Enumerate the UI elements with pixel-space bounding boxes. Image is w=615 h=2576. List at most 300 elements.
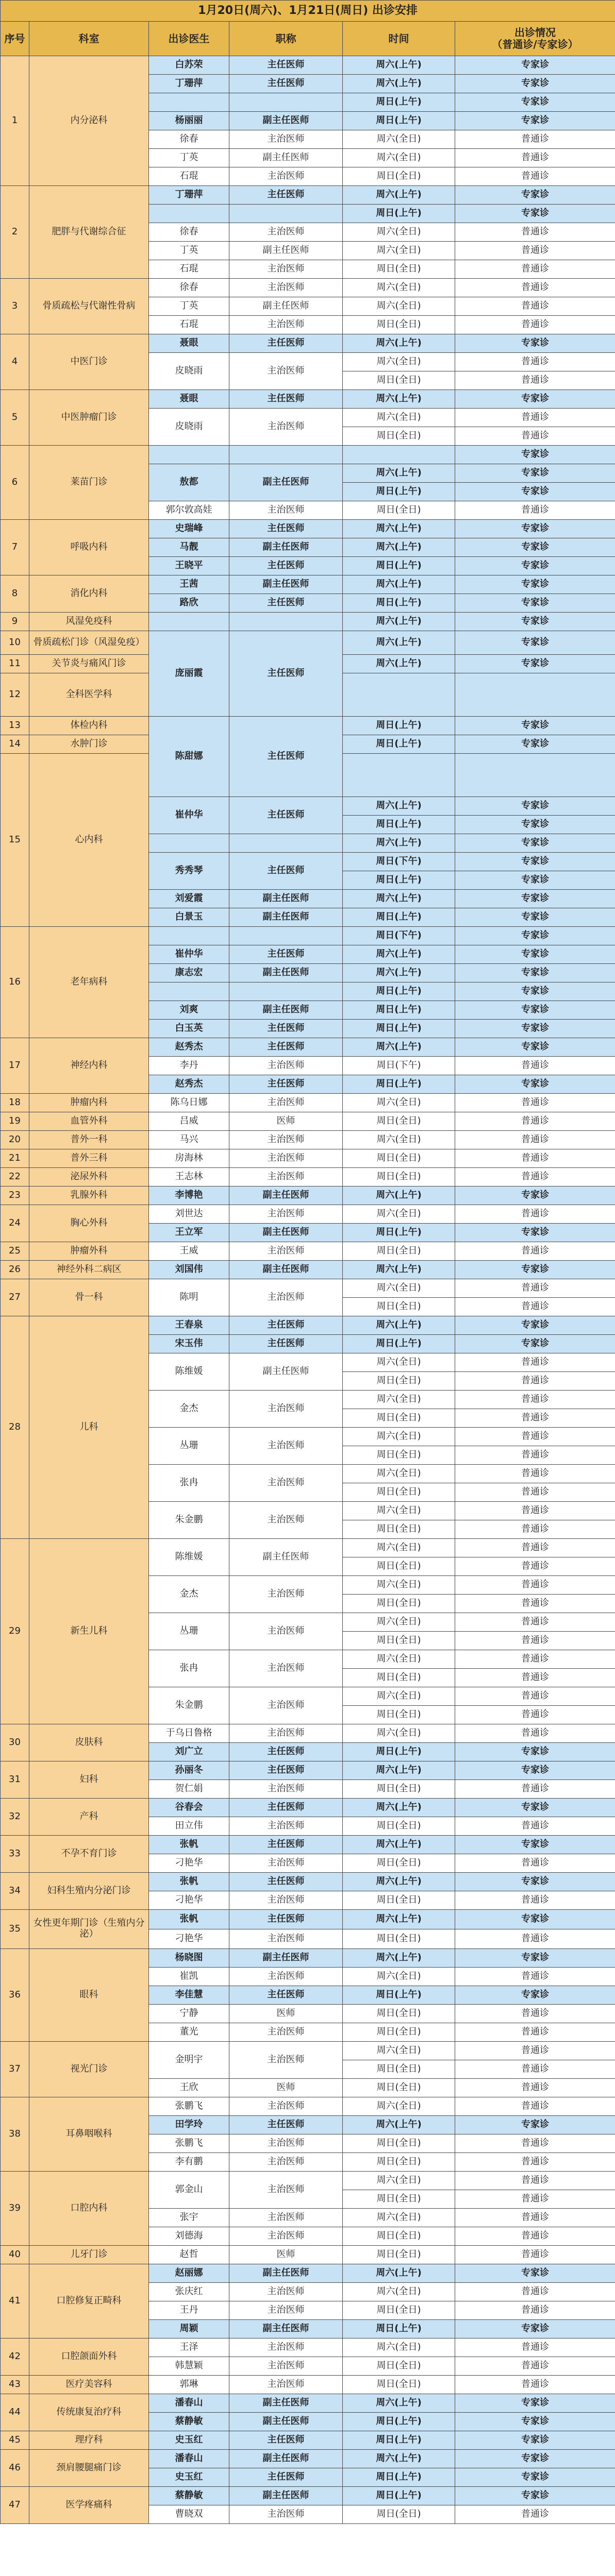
type-cell: 普通诊 [455, 1167, 615, 1186]
doctor-cell: 崔仲华 [149, 796, 229, 834]
time-cell: 周日(全日) [343, 371, 455, 390]
type-cell: 专家诊 [455, 1986, 615, 2004]
seq-cell: 9 [1, 613, 29, 631]
title-cell: 主任医师 [229, 1334, 343, 1353]
time-cell: 周六(上午) [343, 655, 455, 673]
type-cell: 普通诊 [455, 1891, 615, 1909]
time-cell: 周日(全日) [343, 1780, 455, 1798]
dept-cell: 呼吸内科 [29, 520, 149, 575]
time-cell: 周日(全日) [343, 1483, 455, 1501]
type-cell: 普通诊 [455, 149, 615, 167]
title-cell: 主治医师 [229, 167, 343, 186]
doctor-cell: 史玉红 [149, 2468, 229, 2486]
doctor-cell: 徐春 [149, 223, 229, 242]
time-cell: 周六(全日) [343, 1650, 455, 1668]
seq-cell: 21 [1, 1149, 29, 1167]
doctor-cell: 郭金山 [149, 2171, 229, 2208]
type-cell: 普通诊 [455, 1446, 615, 1464]
dept-cell: 心内科 [29, 753, 149, 926]
title-cell: 主任医师 [229, 1019, 343, 1038]
type-cell: 专家诊 [455, 2431, 615, 2449]
dept-cell: 传统康复治疗科 [29, 2394, 149, 2431]
doctor-cell: 刘世达 [149, 1205, 229, 1223]
type-cell: 专家诊 [455, 735, 615, 753]
type-cell: 普通诊 [455, 1353, 615, 1371]
type-cell: 普通诊 [455, 1205, 615, 1223]
title-cell: 主任医师 [229, 594, 343, 613]
dept-cell: 胸心外科 [29, 1205, 149, 1242]
doctor-cell: 马靓 [149, 538, 229, 557]
type-cell: 普通诊 [455, 2301, 615, 2319]
table-row [1, 2097, 615, 2115]
doctor-cell: 张庆红 [149, 2282, 229, 2301]
type-cell: 普通诊 [455, 1427, 615, 1446]
doctor-cell: 敖都 [149, 464, 229, 501]
title-cell: 主任医师 [229, 56, 343, 75]
doctor-cell [149, 834, 229, 852]
type-cell: 专家诊 [455, 945, 615, 963]
seq-cell: 23 [1, 1186, 29, 1205]
seq-cell: 19 [1, 1112, 29, 1130]
dept-cell: 口腔颌面外科 [29, 2338, 149, 2375]
time-cell: 周日(上午) [343, 112, 455, 130]
doctor-cell: 李博艳 [149, 1186, 229, 1205]
doctor-cell: 刁艳华 [149, 1891, 229, 1909]
doctor-cell [149, 982, 229, 1001]
dept-cell: 风湿免疫科 [29, 613, 149, 631]
dept-cell: 骨质疏松门诊（风湿免疫） [29, 631, 149, 655]
doctor-cell: 张帆 [149, 1835, 229, 1854]
type-cell: 普通诊 [455, 1967, 615, 1986]
time-cell: 周六(上午) [343, 1835, 455, 1854]
time-cell: 周六(上午) [343, 631, 455, 655]
time-cell: 周日(全日) [343, 1854, 455, 1872]
doctor-cell: 赵丽娜 [149, 2264, 229, 2282]
seq-cell: 3 [1, 279, 29, 334]
table-row [1, 1761, 615, 1780]
time-cell: 周六(上午) [343, 1038, 455, 1056]
time-cell: 周日(全日) [343, 1929, 455, 1948]
time-cell: 周六(全日) [343, 1427, 455, 1446]
title-cell: 主治医师 [229, 501, 343, 520]
time-cell: 周日(全日) [343, 1668, 455, 1687]
table-row [1, 446, 615, 464]
time-cell: 周日(上午) [343, 908, 455, 926]
title-cell: 主治医师 [229, 2505, 343, 2523]
doctor-cell [149, 926, 229, 945]
doctor-cell: 杨丽丽 [149, 112, 229, 130]
doctor-cell: 李佳慧 [149, 1986, 229, 2004]
type-cell: 普通诊 [455, 1279, 615, 1297]
type-cell: 专家诊 [455, 2468, 615, 2486]
type-cell: 专家诊 [455, 1223, 615, 1242]
time-cell: 周日(全日) [343, 2505, 455, 2523]
table-row [1, 2394, 615, 2412]
time-cell: 周日(全日) [343, 316, 455, 334]
time-cell: 周六(全日) [343, 149, 455, 167]
doctor-cell: 史玉红 [149, 2431, 229, 2449]
doctor-cell: 张帆 [149, 1909, 229, 1929]
header-type-line2: （普通诊/专家诊） [492, 38, 578, 50]
seq-cell: 6 [1, 446, 29, 520]
type-cell: 专家诊 [455, 1038, 615, 1056]
doctor-cell: 杨晓图 [149, 1948, 229, 1967]
type-cell: 普通诊 [455, 2041, 615, 2060]
type-cell: 专家诊 [455, 871, 615, 889]
title-cell [455, 753, 615, 796]
title-cell: 医师 [229, 1112, 343, 1130]
type-cell: 普通诊 [455, 1668, 615, 1687]
dept-cell: 新生儿科 [29, 1538, 149, 1724]
table-row [1, 2245, 615, 2264]
title-cell: 主任医师 [229, 390, 343, 409]
time-cell: 周日(全日) [343, 2375, 455, 2394]
table-row [1, 575, 615, 594]
table-row [1, 1260, 615, 1279]
type-cell: 专家诊 [455, 2319, 615, 2338]
title-cell: 主治医师 [229, 1205, 343, 1223]
type-cell: 普通诊 [455, 2245, 615, 2264]
doctor-cell: 李丹 [149, 1056, 229, 1075]
dept-cell: 医疗美容科 [29, 2375, 149, 2394]
title-cell: 主治医师 [229, 1575, 343, 1613]
type-cell: 普通诊 [455, 1929, 615, 1948]
type-cell: 普通诊 [455, 2190, 615, 2208]
title-cell: 副主任医师 [229, 1001, 343, 1019]
title-cell: 主任医师 [229, 796, 343, 834]
title-cell: 副主任医师 [229, 538, 343, 557]
doctor-cell: 王欣 [149, 2078, 229, 2097]
table-row [1, 1242, 615, 1260]
doctor-cell: 董光 [149, 2023, 229, 2041]
type-cell: 专家诊 [455, 520, 615, 538]
doctor-cell: 朱金鹏 [149, 1687, 229, 1724]
doctor-cell: 张宇 [149, 2208, 229, 2227]
seq-cell: 31 [1, 1761, 29, 1798]
type-cell: 普通诊 [455, 1093, 615, 1112]
dept-cell: 血管外科 [29, 1112, 149, 1130]
doctor-cell: 陈维媛 [149, 1538, 229, 1575]
doctor-cell: 宋玉伟 [149, 1334, 229, 1353]
dept-cell: 关节炎与痛风门诊 [29, 655, 149, 673]
seq-cell: 43 [1, 2375, 29, 2394]
time-cell: 周日(全日) [343, 2190, 455, 2208]
type-cell: 普通诊 [455, 2227, 615, 2245]
doctor-cell: 史瑞峰 [149, 520, 229, 538]
title-cell: 主治医师 [229, 1501, 343, 1538]
doctor-cell: 徐春 [149, 279, 229, 297]
title-cell: 主任医师 [229, 1835, 343, 1854]
doctor-cell: 刘德海 [149, 2227, 229, 2245]
type-cell: 专家诊 [455, 982, 615, 1001]
title-cell: 主治医师 [229, 1929, 343, 1948]
time-cell: 周日(全日) [343, 1167, 455, 1186]
doctor-cell: 聂眼 [149, 334, 229, 353]
table-row [1, 2264, 615, 2282]
doctor-cell: 石琨 [149, 167, 229, 186]
time-cell: 周日(全日) [343, 1705, 455, 1724]
doctor-cell: 郭尔敦高娃 [149, 501, 229, 520]
type-cell: 专家诊 [455, 538, 615, 557]
time-cell: 周六(全日) [343, 279, 455, 297]
dept-cell: 颈肩腰腿痛门诊 [29, 2449, 149, 2486]
table-row [1, 2449, 615, 2468]
time-cell: 周六(上午) [343, 334, 455, 353]
title-cell: 主治医师 [229, 2041, 343, 2078]
table-row [1, 2375, 615, 2394]
table-row [1, 1130, 615, 1149]
time-cell: 周日(下午) [343, 1056, 455, 1075]
dept-cell: 普外一科 [29, 1130, 149, 1149]
doctor-cell: 康志宏 [149, 963, 229, 982]
time-cell: 周日(全日) [343, 2153, 455, 2171]
title-cell: 主治医师 [229, 1464, 343, 1501]
title-cell: 主任医师 [229, 2468, 343, 2486]
title-cell: 副主任医师 [229, 297, 343, 316]
dept-cell: 儿牙门诊 [29, 2245, 149, 2264]
time-cell: 周日(全日) [343, 2023, 455, 2041]
title-cell: 主治医师 [229, 130, 343, 149]
title-cell: 主治医师 [229, 2171, 343, 2208]
table-row [1, 1724, 615, 1742]
dept-cell: 儿科 [29, 1316, 149, 1538]
title-cell: 主任医师 [229, 1075, 343, 1093]
type-cell: 专家诊 [455, 2486, 615, 2505]
doctor-cell: 王志林 [149, 1167, 229, 1186]
seq-cell: 30 [1, 1724, 29, 1761]
seq-cell: 41 [1, 2264, 29, 2338]
doctor-cell: 蔡静敏 [149, 2486, 229, 2505]
time-cell: 周日(上午) [343, 1001, 455, 1019]
time-cell: 周日(全日) [343, 2245, 455, 2264]
title-cell: 副主任医师 [229, 149, 343, 167]
title-cell: 主治医师 [229, 1854, 343, 1872]
doctor-cell: 孙丽冬 [149, 1761, 229, 1780]
time-cell: 周六(全日) [343, 1538, 455, 1557]
seq-cell: 7 [1, 520, 29, 575]
doctor-cell: 金杰 [149, 1390, 229, 1427]
time-cell: 周日(全日) [343, 2227, 455, 2245]
time-cell: 周日(全日) [343, 427, 455, 446]
dept-cell: 泌尿外科 [29, 1167, 149, 1186]
time-cell: 周六(上午) [343, 613, 455, 631]
time-cell: 周日(上午) [343, 93, 455, 112]
seq-cell: 11 [1, 655, 29, 673]
time-cell: 周六(上午) [343, 575, 455, 594]
doctor-cell: 韩慧颖 [149, 2357, 229, 2375]
doctor-cell: 王立军 [149, 1223, 229, 1242]
type-cell: 普通诊 [455, 260, 615, 279]
title-cell: 主治医师 [229, 1891, 343, 1909]
type-cell: 普通诊 [455, 2060, 615, 2078]
time-cell: 周六(全日) [343, 1093, 455, 1112]
time-cell: 周六(上午) [343, 2264, 455, 2282]
time-cell: 周六(上午) [343, 963, 455, 982]
doctor-cell: 崔仲华 [149, 945, 229, 963]
doctor-cell: 陈明 [149, 1279, 229, 1316]
doctor-cell: 聂眼 [149, 390, 229, 409]
time-cell: 周六(上午) [343, 538, 455, 557]
seq-cell: 17 [1, 1038, 29, 1093]
type-cell: 专家诊 [455, 56, 615, 75]
type-cell: 普通诊 [455, 316, 615, 334]
time-cell: 周六(上午) [343, 75, 455, 93]
type-cell: 专家诊 [455, 716, 615, 735]
dept-cell: 骨质疏松与代谢性骨病 [29, 279, 149, 334]
doctor-cell: 白苏荣 [149, 56, 229, 75]
seq-cell: 25 [1, 1242, 29, 1260]
doctor-cell [343, 673, 455, 717]
time-cell: 周六(上午) [343, 2115, 455, 2134]
title-cell: 主治医师 [229, 2338, 343, 2357]
title-cell: 副主任医师 [229, 2412, 343, 2431]
doctor-cell: 丁英 [149, 242, 229, 260]
doctor-cell: 石琨 [149, 260, 229, 279]
type-cell: 普通诊 [455, 2004, 615, 2023]
doctor-cell: 房海林 [149, 1149, 229, 1167]
doctor-cell [149, 93, 229, 112]
type-cell: 普通诊 [455, 2078, 615, 2097]
doctor-cell: 金杰 [149, 1575, 229, 1613]
time-cell: 周六(上午) [343, 186, 455, 205]
time-cell: 周日(上午) [343, 1334, 455, 1353]
title-cell: 主任医师 [229, 520, 343, 538]
dept-cell: 乳腺外科 [29, 1186, 149, 1205]
type-cell: 专家诊 [455, 1909, 615, 1929]
doctor-cell: 宁静 [149, 2004, 229, 2023]
type-cell: 普通诊 [455, 2153, 615, 2171]
doctor-cell: 刁艳华 [149, 1929, 229, 1948]
header-doctor: 出诊医生 [149, 22, 229, 56]
type-cell: 专家诊 [455, 2394, 615, 2412]
seq-cell: 27 [1, 1279, 29, 1316]
type-cell: 专家诊 [455, 852, 615, 871]
time-cell: 周六(上午) [343, 796, 455, 815]
time-cell: 周六(上午) [343, 464, 455, 483]
seq-cell: 8 [1, 575, 29, 613]
title-cell: 主治医师 [229, 2097, 343, 2115]
table-row [1, 1167, 615, 1186]
doctor-cell: 白玉英 [149, 1019, 229, 1038]
type-cell: 普通诊 [455, 1687, 615, 1705]
time-cell: 周六(上午) [343, 390, 455, 409]
seq-cell: 14 [1, 735, 29, 753]
time-cell: 周六(上午) [343, 1798, 455, 1817]
time-cell: 周日(上午) [343, 594, 455, 613]
title-cell: 主治医师 [229, 1967, 343, 1986]
doctor-cell: 丁英 [149, 297, 229, 316]
time-cell: 周六(上午) [343, 2449, 455, 2468]
time-cell: 周六(上午) [343, 520, 455, 538]
table-row [1, 1149, 615, 1167]
type-cell: 普通诊 [455, 167, 615, 186]
header-type-line1: 出诊情况 [514, 26, 556, 39]
seq-cell: 22 [1, 1167, 29, 1186]
time-cell: 周日(全日) [343, 1891, 455, 1909]
dept-cell: 口腔内科 [29, 2171, 149, 2245]
dept-cell: 医学疼痛科 [29, 2486, 149, 2523]
time-cell [343, 446, 455, 464]
table-row [1, 631, 615, 655]
time-cell: 周六(全日) [343, 1464, 455, 1483]
seq-cell: 40 [1, 2245, 29, 2264]
doctor-cell: 陈维媛 [149, 1353, 229, 1390]
time-cell: 周六(上午) [343, 1909, 455, 1929]
doctor-cell [149, 446, 229, 464]
table-row [1, 2041, 615, 2060]
time-cell: 周日(全日) [343, 1242, 455, 1260]
type-cell: 专家诊 [455, 334, 615, 353]
doctor-cell: 刘爱霞 [149, 889, 229, 908]
table-row [1, 1093, 615, 1112]
type-cell: 普通诊 [455, 2357, 615, 2375]
dept-cell: 产科 [29, 1798, 149, 1835]
title-cell: 主任医师 [229, 1742, 343, 1761]
time-cell: 周六(全日) [343, 2208, 455, 2227]
seq-cell: 26 [1, 1260, 29, 1279]
type-cell: 专家诊 [455, 446, 615, 464]
doctor-cell: 丁珊萍 [149, 186, 229, 205]
time-cell: 周日(全日) [343, 1149, 455, 1167]
type-cell: 专家诊 [455, 483, 615, 501]
table-row [1, 2338, 615, 2357]
seq-cell: 12 [1, 673, 29, 717]
title-cell: 主任医师 [229, 1872, 343, 1891]
dept-cell: 水肿门诊 [29, 735, 149, 753]
title-cell: 主治医师 [229, 260, 343, 279]
title-cell: 医师 [229, 2004, 343, 2023]
type-cell: 普通诊 [455, 1371, 615, 1390]
doctor-cell: 石琨 [149, 316, 229, 334]
doctor-cell: 王晓平 [149, 557, 229, 575]
type-cell: 专家诊 [455, 796, 615, 815]
dept-cell: 视光门诊 [29, 2041, 149, 2097]
title-cell: 副主任医师 [229, 889, 343, 908]
dept-cell: 肿瘤内科 [29, 1093, 149, 1112]
seq-cell: 5 [1, 390, 29, 446]
dept-cell: 内分泌科 [29, 56, 149, 186]
table-row [1, 1872, 615, 1891]
type-cell: 专家诊 [455, 112, 615, 130]
table-row [1, 1835, 615, 1854]
title-cell: 主治医师 [229, 2208, 343, 2227]
type-cell: 普通诊 [455, 1538, 615, 1557]
type-cell: 普通诊 [455, 2208, 615, 2227]
title-cell: 主治医师 [229, 1242, 343, 1260]
title-cell: 副主任医师 [229, 2264, 343, 2282]
time-cell: 周日(全日) [343, 260, 455, 279]
title-cell [229, 982, 343, 1001]
type-cell: 专家诊 [455, 75, 615, 93]
time-cell: 周日(上午) [343, 2319, 455, 2338]
type-cell: 专家诊 [455, 1260, 615, 1279]
title-cell: 主治医师 [229, 2134, 343, 2153]
doctor-cell: 田立伟 [149, 1817, 229, 1835]
doctor-cell: 陈甜娜 [149, 716, 229, 796]
type-cell: 专家诊 [455, 1798, 615, 1817]
dept-cell: 妇科生殖内分泌门诊 [29, 1872, 149, 1909]
type-cell: 普通诊 [455, 1483, 615, 1501]
time-cell: 周日(上午) [343, 1223, 455, 1242]
time-cell: 周六(全日) [343, 1501, 455, 1520]
title-cell: 副主任医师 [229, 112, 343, 130]
table-row [1, 520, 615, 538]
title-cell: 副主任医师 [229, 1948, 343, 1967]
title-cell [229, 834, 343, 852]
header-type [455, 22, 615, 56]
doctor-cell: 吕威 [149, 1112, 229, 1130]
title-cell: 主治医师 [229, 2153, 343, 2171]
